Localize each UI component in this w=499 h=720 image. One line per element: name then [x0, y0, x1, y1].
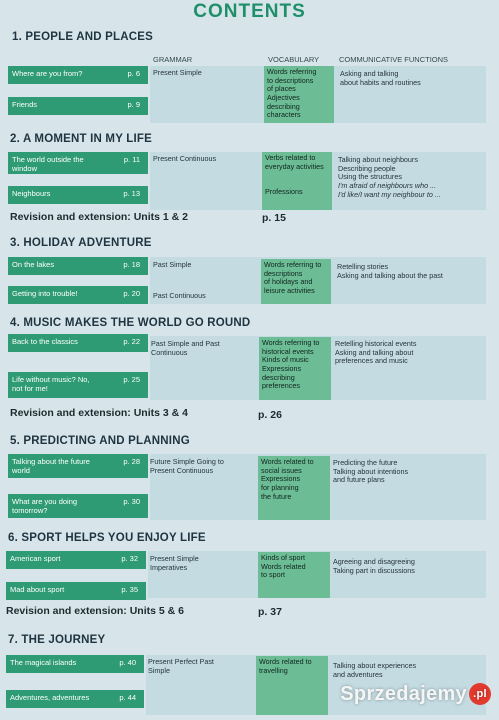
grammar-text: Present Simple	[153, 68, 202, 77]
lesson-bar[interactable]	[6, 655, 144, 673]
revision-page: p. 15	[262, 212, 286, 224]
lesson-bar[interactable]	[6, 690, 144, 708]
vocabulary-box: Words referring to descriptions of holidays and leisure activities	[261, 259, 331, 304]
lesson-title: Talking about the future world	[12, 457, 90, 476]
unit-heading: 5. PREDICTING AND PLANNING	[10, 435, 190, 447]
lesson-title: The magical islands	[10, 658, 77, 667]
lesson-title: Friends	[12, 100, 38, 109]
lesson-bar[interactable]	[8, 494, 148, 518]
functions-text: Retelling stories Asking and talking about the past	[337, 262, 443, 280]
lesson-title: Neighbours	[12, 189, 51, 198]
vocabulary-box: Verbs related to everyday activities Professions	[262, 152, 332, 210]
functions-text: Agreeing and disagreeing Taking part in discussions	[333, 557, 415, 575]
lesson-page: p. 6	[127, 69, 140, 78]
unit-heading: 4. MUSIC MAKES THE WORLD GO ROUND	[10, 317, 251, 329]
lesson-page: p. 11	[123, 155, 140, 164]
column-header-functions: COMMUNICATIVE FUNCTIONS	[339, 55, 449, 64]
lesson-title: American sport	[10, 554, 61, 563]
page-title: CONTENTS	[193, 1, 306, 22]
lesson-page: p. 32	[121, 554, 138, 563]
column-header-vocabulary: VOCABULARY	[268, 55, 320, 64]
functions-text: Asking and talking about habits and routines	[340, 69, 421, 87]
lesson-bar[interactable]	[8, 152, 148, 174]
grammar-text: Past Continuous	[153, 291, 206, 300]
grammar-text: Present Simple Imperatives	[150, 554, 199, 572]
lesson-page: p. 18	[123, 260, 140, 269]
lesson-page: p. 35	[121, 585, 138, 594]
functions-text: Predicting the future Talking about intentions and future plans	[333, 458, 409, 485]
grammar-text: Present Perfect Past Simple	[148, 657, 214, 675]
lesson-title: Getting into trouble!	[12, 289, 78, 298]
lesson-title: Mad about sport	[10, 585, 65, 594]
lesson-bar[interactable]	[8, 334, 148, 352]
lesson-bar[interactable]	[8, 257, 148, 275]
lesson-page: p. 20	[123, 289, 140, 298]
lesson-title: Back to the classics	[12, 337, 78, 346]
lesson-title: Life without music? No, not for me!	[12, 375, 90, 394]
lesson-bar[interactable]	[8, 186, 148, 204]
lesson-title: What are you doing tomorrow?	[12, 497, 78, 516]
lesson-bar[interactable]	[8, 286, 148, 304]
vocabulary-box: Kinds of sport Words related to sport	[258, 552, 330, 598]
grammar-text: Present Continuous	[153, 154, 217, 163]
unit-heading: 6. SPORT HELPS YOU ENJOY LIFE	[8, 532, 206, 544]
revision-page: p. 37	[258, 606, 282, 618]
lesson-page: p. 9	[127, 100, 140, 109]
revision-label: Revision and extension: Units 1 & 2	[10, 211, 188, 223]
revision-label: Revision and extension: Units 3 & 4	[10, 407, 188, 419]
unit-heading: 2. A MOMENT IN MY LIFE	[10, 133, 152, 145]
grammar-text: Past Simple and Past Continuous	[151, 339, 220, 357]
revision-label: Revision and extension: Units 5 & 6	[6, 605, 184, 617]
unit-heading: 7. THE JOURNEY	[8, 634, 106, 646]
unit-heading: 3. HOLIDAY ADVENTURE	[10, 237, 152, 249]
lesson-title: Adventures, adventures	[10, 693, 90, 702]
lesson-page: p. 22	[123, 337, 140, 346]
functions-text: Talking about experiences and adventures	[333, 661, 417, 679]
lesson-page: p. 28	[123, 457, 140, 466]
vocabulary-box: Words related to social issues Expressions for planning the future	[258, 456, 330, 520]
lesson-bar[interactable]	[6, 582, 146, 600]
lesson-title: Where are you from?	[12, 69, 83, 78]
lesson-page: p. 30	[123, 497, 140, 506]
functions-text: Talking about neighbours Describing people Using the structures I'm afraid of neighbours who ... I'd like/I want my neighbour to ...	[338, 155, 441, 199]
watermark-logo: Sprzedajemy .pl	[340, 683, 491, 706]
vocabulary-box: Words referring to descriptions of places Adjectives describing characters	[264, 66, 334, 123]
lesson-title: On the lakes	[12, 260, 55, 269]
lesson-bar[interactable]	[6, 551, 146, 569]
lesson-page: p. 40	[119, 658, 136, 667]
column-header-grammar: GRAMMAR	[153, 55, 193, 64]
grammar-text: Future Simple Going to Present Continuous	[150, 457, 224, 475]
grammar-text: Past Simple	[153, 260, 192, 269]
revision-page: p. 26	[258, 409, 282, 421]
lesson-page: p. 13	[123, 189, 140, 198]
lesson-bar[interactable]	[8, 454, 148, 478]
lesson-page: p. 44	[119, 693, 136, 702]
vocabulary-box: Words related to travelling	[256, 656, 328, 715]
unit-heading: 1. PEOPLE AND PLACES	[12, 31, 153, 43]
lesson-bar[interactable]	[8, 66, 148, 84]
lesson-bar[interactable]	[8, 97, 148, 115]
lesson-bar[interactable]	[8, 372, 148, 398]
lesson-page: p. 25	[123, 375, 140, 384]
vocabulary-box: Words referring to historical events Kinds of music Expressions describing preferences	[259, 337, 331, 400]
lesson-title: The world outside the window	[12, 155, 84, 174]
functions-text: Retelling historical events Asking and talking about preferences and music	[335, 339, 417, 366]
